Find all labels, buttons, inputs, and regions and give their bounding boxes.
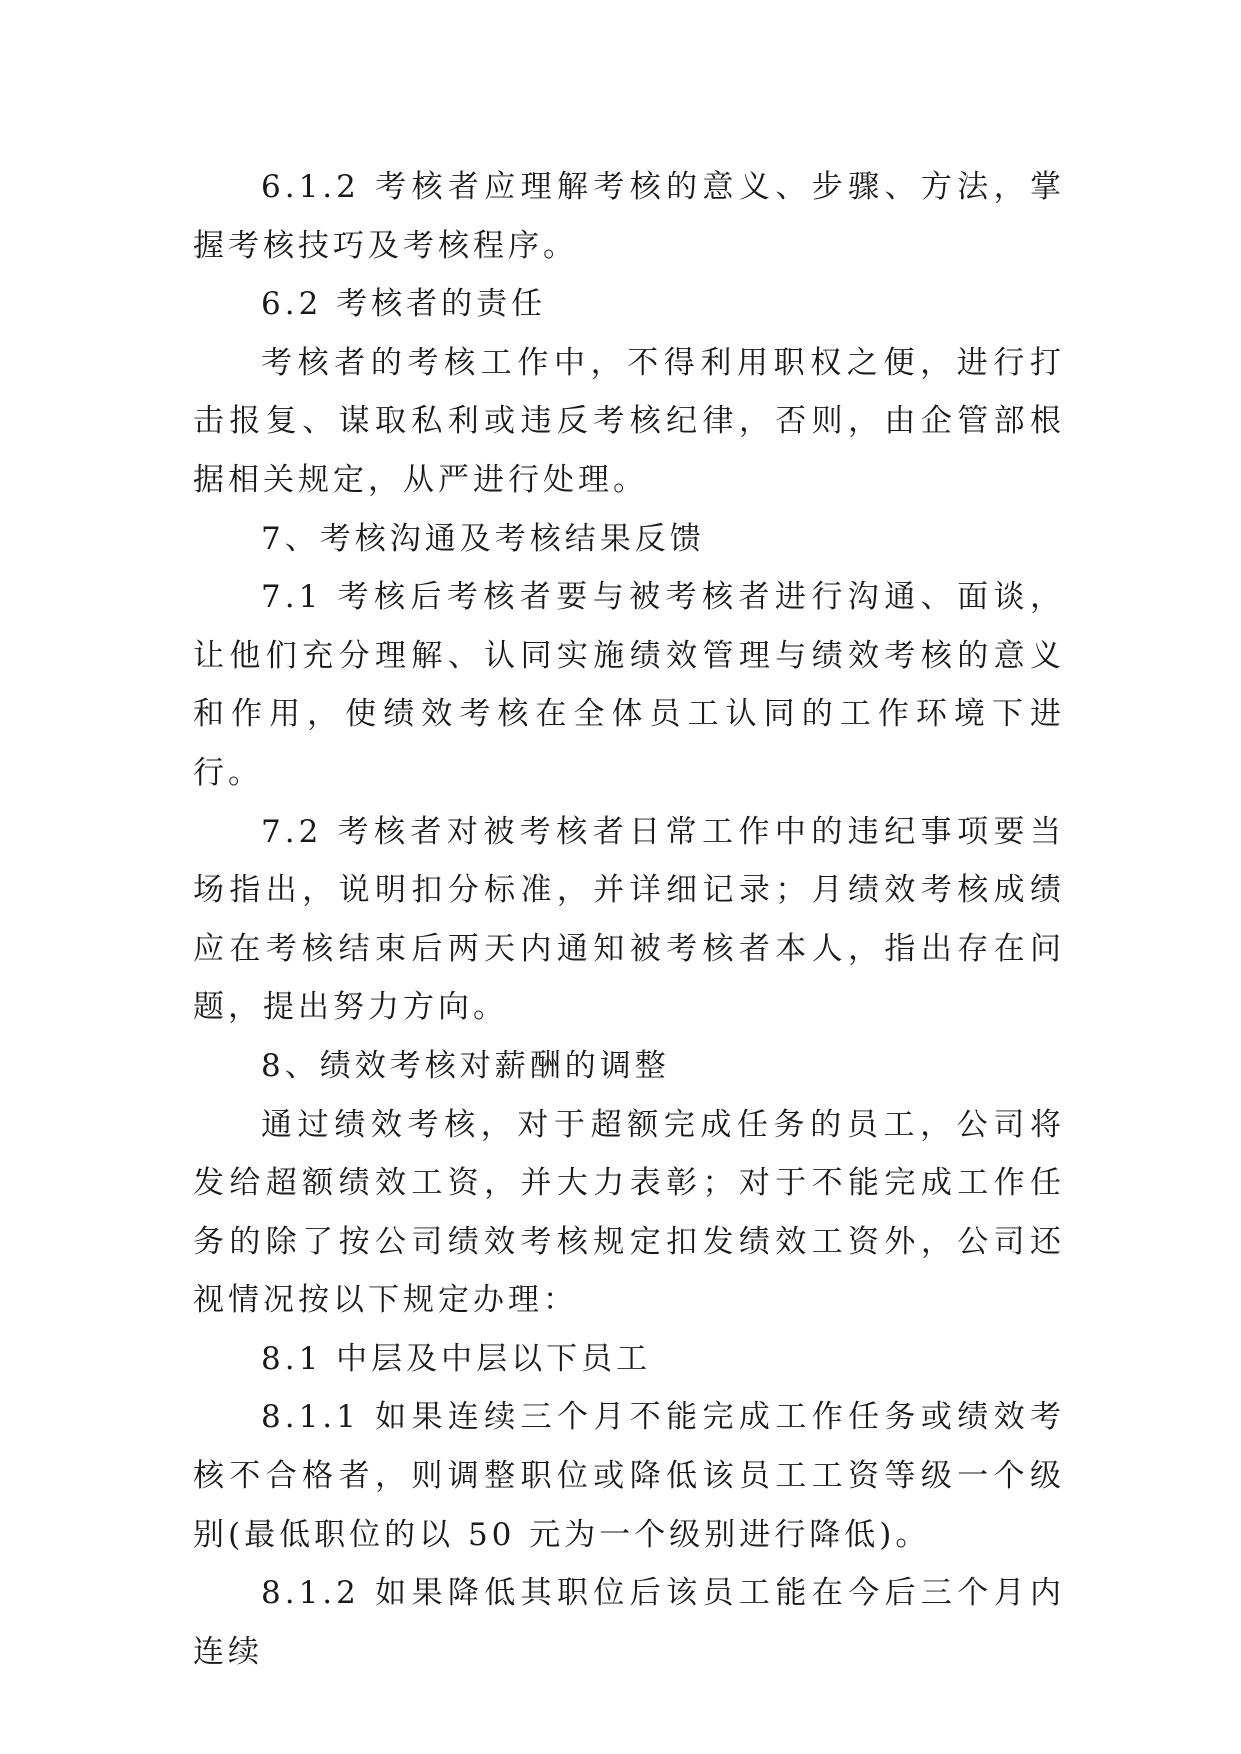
paragraph-8-1-1: 8.1.1 如果连续三个月不能完成工作任务或绩效考核不合格者，则调整职位或降低该员工工资等级一个级别(最低职位的以 50 元为一个级别进行降低)。 (193, 1399, 1065, 1553)
paragraph-7-1: 7.1 考核后考核者要与被考核者进行沟通、面谈，让他们充分理解、认同实施绩效管理与绩效考核的意义和作用，使绩效考核在全体员工认同的工作环境下进行。 (193, 579, 1065, 791)
paragraph-8-body: 通过绩效考核，对于超额完成任务的员工，公司将发给超额绩效工资，并大力表彰；对于不能完成工作任务的除了按公司绩效考核规定扣发绩效工资外，公司还视情况按以下规定办理： (193, 1106, 1065, 1319)
document-body (193, 158, 1065, 1681)
heading-6-2: 6.2 考核者的责任 (261, 286, 547, 323)
heading-7: 7、考核沟通及考核结果反馈 (261, 520, 705, 557)
heading-8: 8、绩效考核对薪酬的调整 (261, 1047, 670, 1084)
paragraph-7-2: 7.2 考核者对被考核者日常工作中的违纪事项要当场指出，说明扣分标准，并详细记录；月绩效考核成绩应在考核结束后两天内通知被考核者本人，指出存在问题，提出努力方向。 (193, 813, 1065, 1026)
heading-8-1: 8.1 中层及中层以下员工 (261, 1340, 652, 1377)
paragraph-6-1-2: 6.1.2 考核者应理解考核的意义、步骤、方法，掌握考核技巧及考核程序。 (193, 169, 1065, 264)
paragraph-6-2-body: 考核者的考核工作中，不得利用职权之便，进行打击报复、谋取私利或违反考核纪律，否则，由企管部根据相关规定，从严进行处理。 (193, 344, 1065, 498)
paragraph-8-1-2: 8.1.2 如果降低其职位后该员工能在今后三个月内连续 (193, 1575, 1065, 1670)
